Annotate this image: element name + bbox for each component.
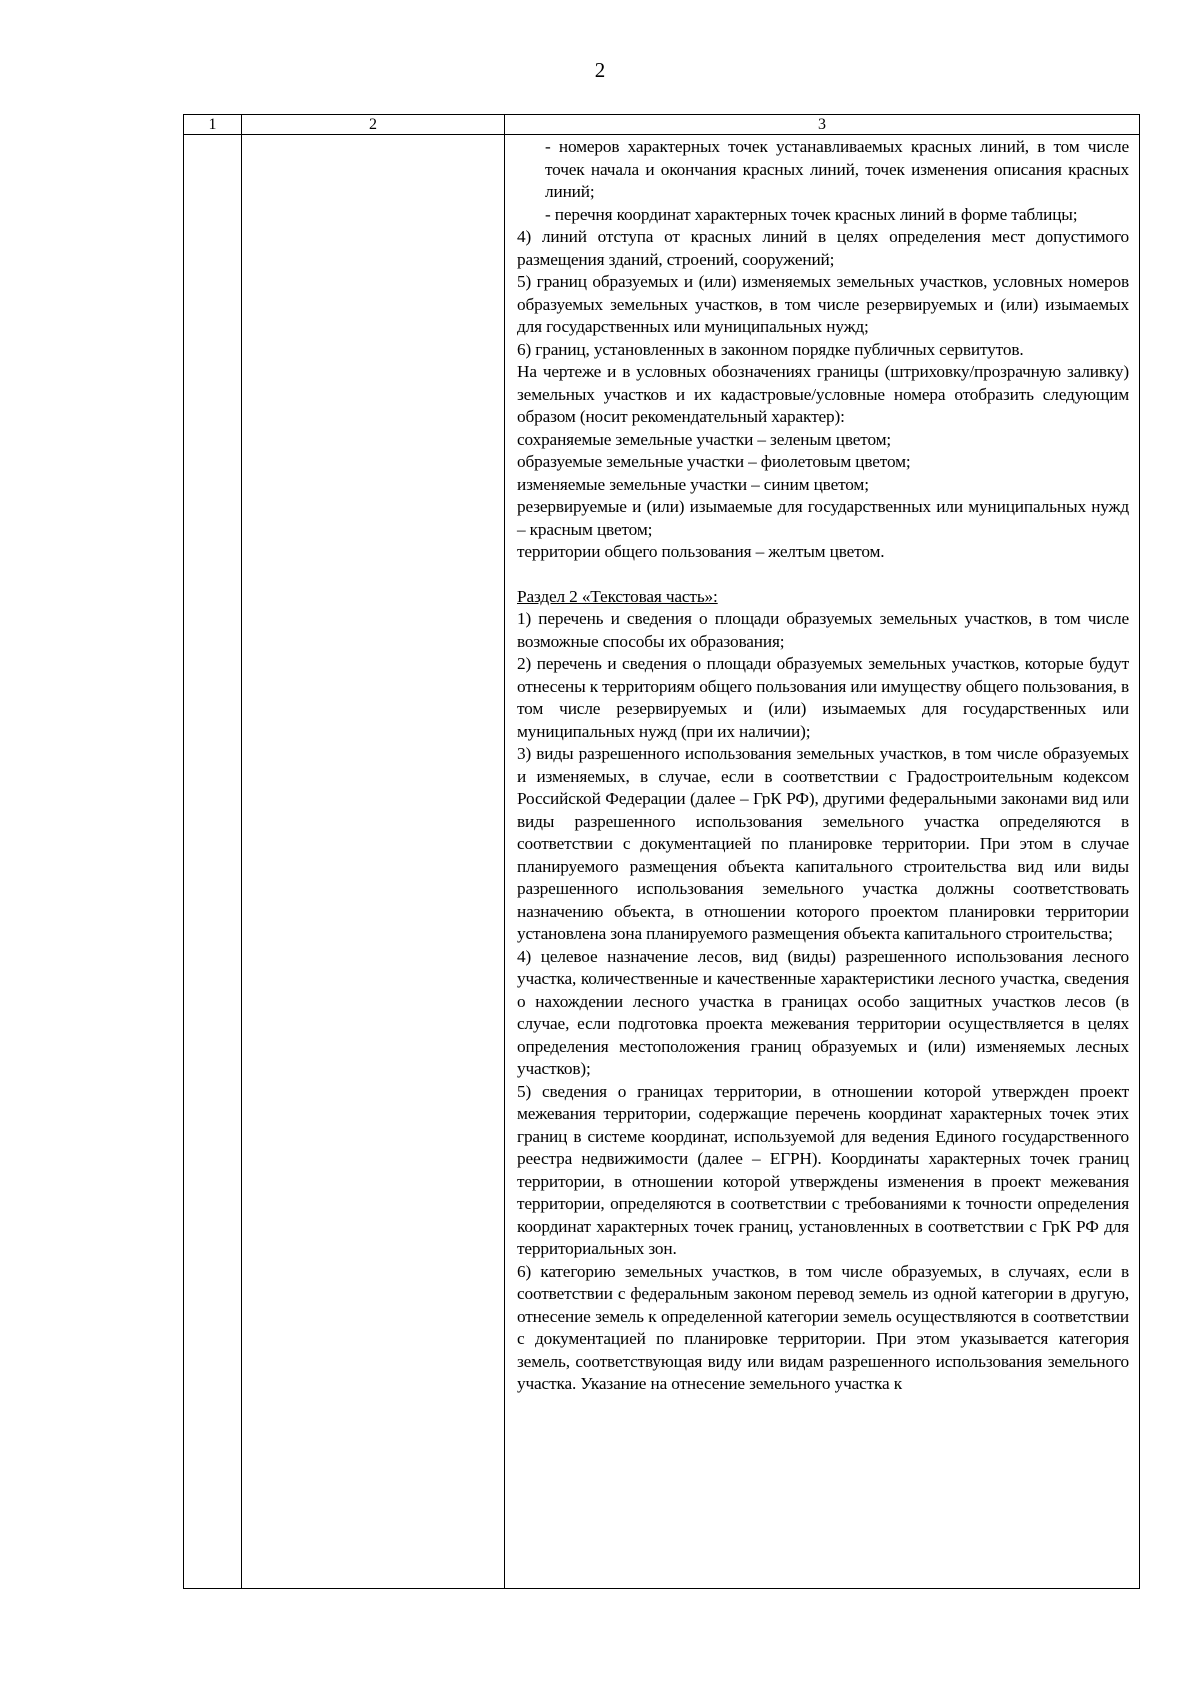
column-header-1: 1 xyxy=(184,115,242,135)
paragraph: 4) линий отступа от красных линий в целях определения мест допустимого размещения зданий, строений, сооружений; xyxy=(517,227,1129,269)
paragraph: образуемые земельные участки – фиолетовым цветом; xyxy=(517,452,911,471)
paragraph: 5) сведения о границах территории, в отношении которой утвержден проект межевания территории, содержащие перечень координат характерных точек этих границ в системе координат, используемой для ведения Единого государственного реестра недвижимости (далее – ЕГРН). Координаты характерных точек границ территории, в отношении которой утверждены изменения в проект межевания территории, определяются в соответствии с требованиями к точности определения координат характерных точек границ, установленных в соответствии с ГрК РФ для территориальных зон. xyxy=(517,1081,1129,1258)
paragraph: 6) границ, установленных в законном порядке публичных сервитутов. xyxy=(517,339,1024,359)
paragraph: 5) границ образуемых и (или) изменяемых земельных участков, условных номеров образуемых земельных участков, в том числе резервируемых и (или) изымаемых для государственных или муниципальных нужд; xyxy=(517,272,1129,336)
column-header-2: 2 xyxy=(242,115,505,135)
page-number: 2 xyxy=(594,58,606,82)
column-header-3: 3 xyxy=(505,115,1140,135)
paragraph: 2) перечень и сведения о площади образуемых земельных участков, которые будут отнесены к территориям общего пользования или имуществу общего пользования, в том числе резервируемых и (или) изымаемых для государственных или муниципальных нужд (при их наличии); xyxy=(517,654,1129,741)
paragraph: На чертеже и в условных обозначениях границы (штриховку/прозрачную заливку) земельных участков и их кадастровые/условные номера отобразить следующим образом (носит рекомендательный характер): xyxy=(517,362,1129,426)
paragraph: территории общего пользования – желтым цветом. xyxy=(517,542,885,561)
paragraph: - номеров характерных точек устанавливаемых красных линий, в том числе точек начала и окончания красных линий, точек изменения описания красных линий; xyxy=(545,137,1129,201)
paragraph: 3) виды разрешенного использования земельных участков, в том числе образуемых и изменяемых, в случае, если в соответствии с Градостроительным кодексом Российской Федерации (далее – ГрК РФ), другими федеральными законами вид или виды разрешенного использования земельного участка определяются в соответствии с документацией по планировке территории. При этом в случае планируемого размещения объекта капитального строительства вид или виды разрешенного использования земельного участка должны соответствовать назначению объекта, в отношении которого проектом планировки территории установлена зона планируемого размещения объекта капитального строительства; xyxy=(517,744,1129,943)
table-header-row xyxy=(184,115,1140,135)
paragraph: 1) перечень и сведения о площади образуемых земельных участков, в том числе возможные способы их образования; xyxy=(517,609,1129,651)
paragraph: резервируемые и (или) изымаемые для государственных или муниципальных нужд – красным цветом; xyxy=(517,497,1129,539)
paragraph: 4) целевое назначение лесов, вид (виды) разрешенного использования лесного участка, количественные и качественные характеристики лесного участка, сведения о нахождении лесного участка в границах особо защитных участков лесов (в случае, если подготовка проекта межевания территории осуществляется в целях определения местоположения границ образуемых и (или) изменяемых лесных участков); xyxy=(517,946,1129,1078)
table-row xyxy=(184,135,1140,1589)
paragraph-spacer xyxy=(517,564,1129,586)
paragraph: сохраняемые земельные участки – зеленым цветом; xyxy=(517,429,892,449)
table-cell-col3 xyxy=(505,135,1140,1589)
paragraph: - перечня координат характерных точек красных линий в форме таблицы; xyxy=(545,204,1078,224)
requirements-table xyxy=(183,114,1140,1589)
paragraph: 6) категорию земельных участков, в том числе образуемых, в случаях, если в соответствии с федеральным законом перевод земель из одной категории в другую, отнесение земель к определенной категории земель осуществляются в соответствии с документацией по планировке территории. При этом указывается категория земель, соответствующая виду или видам разрешенного использования земельного участка. Указание на отнесение земельного участка к xyxy=(517,1261,1129,1393)
table-cell-col2 xyxy=(242,135,505,1589)
column3-text-block xyxy=(505,135,1139,1396)
section-heading xyxy=(517,586,1129,609)
paragraph: изменяемые земельные участки – синим цветом; xyxy=(517,474,869,494)
section-heading-text: Раздел 2 «Текстовая часть»: xyxy=(517,586,718,606)
table-cell-col1 xyxy=(184,135,242,1589)
